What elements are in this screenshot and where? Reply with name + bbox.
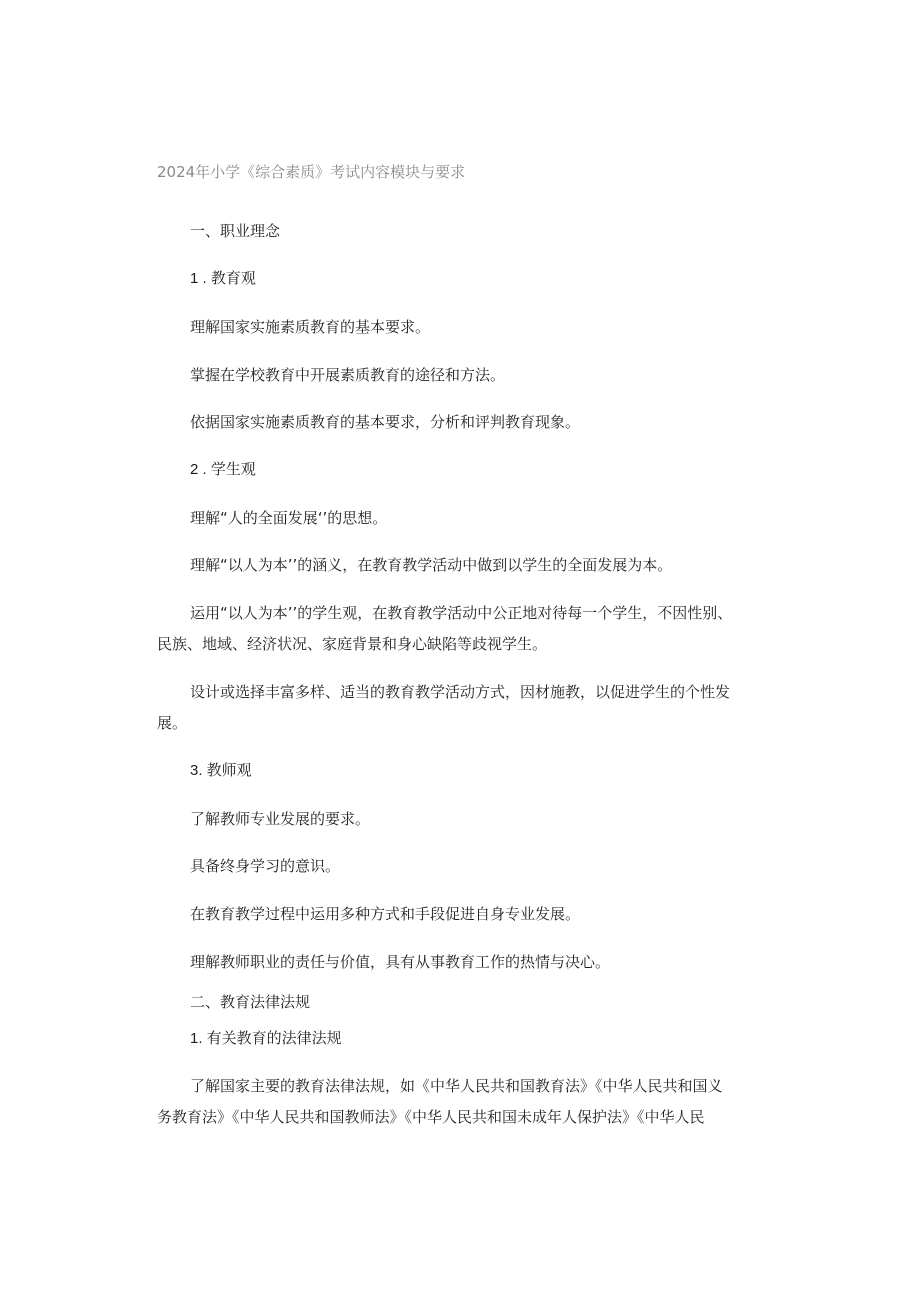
paragraph-continuation: 民族、地域、经济状况、家庭背景和身心缺陷等歧视学生。 — [157, 635, 548, 653]
document-title: 2024年小学《综合素质》考试内容模块与要求 — [157, 163, 466, 181]
paragraph: 具备终身学习的意识。 — [190, 857, 341, 875]
subheading-education-view: 1 . 教育观 — [190, 270, 256, 287]
subheading-student-view: 2 . 学生观 — [190, 461, 256, 478]
paragraph: 理解“以人为本’’的涵义，在教育教学活动中做到以学生的全面发展为本。 — [190, 556, 673, 574]
paragraph: 运用“以人为本’’的学生观，在教育教学活动中公正地对待每一个学生，不因性别、 — [190, 604, 733, 622]
paragraph: 理解国家实施素质教育的基本要求。 — [190, 318, 431, 336]
paragraph-continuation: 务教育法》《中华人民共和国教师法》《中华人民共和国未成年人保护法》《中华人民 — [157, 1108, 705, 1126]
paragraph: 设计或选择丰富多样、适当的教育教学活动方式，因材施教，以促进学生的个性发 — [190, 683, 731, 701]
section-heading-education-law: 二、教育法律法规 — [190, 993, 311, 1011]
paragraph: 理解教师职业的责任与价值，具有从事教育工作的热情与决心。 — [190, 953, 611, 971]
paragraph: 依据国家实施素质教育的基本要求，分析和评判教育现象。 — [190, 413, 581, 431]
paragraph: 了解国家主要的教育法律法规，如《中华人民共和国教育法》《中华人民共和国义 — [190, 1077, 723, 1095]
subheading-education-laws: 1. 有关教育的法律法规 — [190, 1030, 342, 1047]
paragraph: 在教育教学过程中运用多种方式和手段促进自身专业发展。 — [190, 905, 581, 923]
paragraph: 了解教师专业发展的要求。 — [190, 810, 371, 828]
subheading-teacher-view: 3. 教师观 — [190, 762, 252, 779]
paragraph-continuation: 展。 — [157, 714, 188, 732]
paragraph: 理解“人的全面发展‘’的思想。 — [190, 509, 388, 527]
section-heading-professional-concept: 一、职业理念 — [190, 222, 281, 240]
paragraph: 掌握在学校教育中开展素质教育的途径和方法。 — [190, 366, 506, 384]
